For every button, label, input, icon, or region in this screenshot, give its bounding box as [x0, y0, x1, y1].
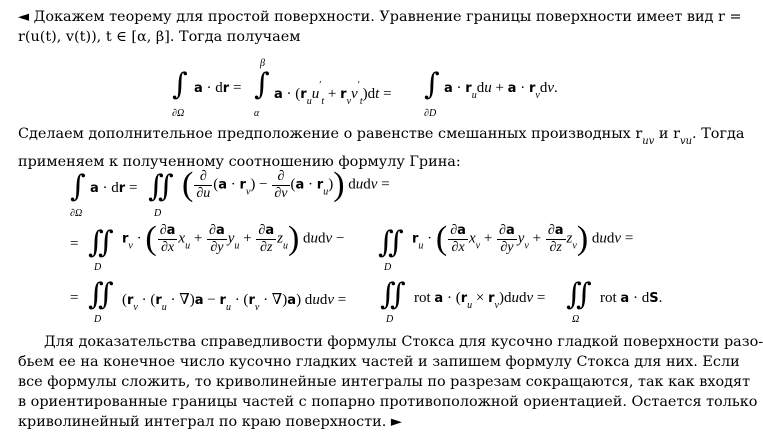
integral-lower-limit: ∂D [424, 108, 437, 119]
integral-lower-limit: ∂Ω [172, 108, 185, 119]
eq2-line1-body: ( $\frac{\partial}{\partial u}$ $(a \cdot r_v)$ − $\frac{\partial}{\partial v}$ $(a \cdot r_u)$) dudv = [182, 166, 390, 203]
integral-lower-limit: D [94, 314, 102, 325]
equation-green-line-1 [70, 168, 630, 222]
eq2-line2-body-2: $r_u$ · ( $\frac{\partial a}{\partial x}$ $x_v$ + $\frac{\partial a}{\partial y}$ $y_v$ + $\frac{\partial a}{\partial z}$ $z_v$) dudv = [412, 220, 634, 257]
integral-lower-limit: ∂Ω [70, 208, 83, 219]
intro-line-2: r(u(t), v(t)), t ∈ [α, β]. Тогда получаем [18, 29, 301, 45]
double-integral-sign: ∬ [148, 169, 174, 204]
double-integral-sign: ∬ [88, 277, 114, 312]
eq2-lhs: a · dr = [90, 180, 138, 196]
integral-lower-limit: D [94, 262, 102, 273]
piecewise-line-5: криволинейный интеграл по краю поверхности. ► [18, 414, 402, 430]
piecewise-line-4: в ориентированные границы частей с попарно противоположной ориентацией. Остается только [18, 394, 758, 410]
double-integral-sign: ∬ [378, 225, 404, 260]
eq1-middle: $a \cdot (r_uu'_t + r_vv'_t)dt$ = [274, 80, 392, 107]
integral-sign: ∫ [70, 169, 86, 204]
integral-lower-limit: D [384, 262, 392, 273]
double-integral-sign: ∬ [88, 225, 114, 260]
eq2-line3-body-3: rot a · dS. [600, 290, 663, 306]
integral-lower-limit: D [154, 208, 162, 219]
piecewise-paragraph [18, 332, 763, 432]
eq2-line3-body: $(r_v \cdot (r_u \cdot \nabla)a - r_u \cdot (r_v \cdot \nabla)a)$ dudv = [122, 292, 347, 313]
intro-paragraph [18, 7, 742, 47]
equation-green-line-3: = ∬ D $(r_v \cdot (r_u \cdot \nabla)a - r_u \cdot (r_v \cdot \nabla)a)$ dudv = ∬ D rot $a \cdot (r_u$ × $r_v)dudv$ = ∬ Ω rot a · dS. [70, 277, 663, 325]
eq2-line2-body: $r_v$ · ( $\frac{\partial a}{\partial x}$ $x_u$ + $\frac{\partial a}{\partial y}$ $y_u$ + $\frac{\partial a}{\partial z}$ $z_u$) dudv − [122, 220, 345, 257]
green-line-2: применяем к полученному соотношению формулу Грина: [18, 154, 461, 170]
eq1-rhs: $a \cdot r_udu + a \cdot r_vdv$. [444, 80, 558, 101]
integral-lower-limit: α [254, 108, 260, 119]
intro-line-1: ◄ Докажем теорему для простой поверхности. Уравнение границы поверхности имеет вид r = [18, 9, 742, 25]
integral-sign: ∫ [424, 67, 440, 102]
eq2-line3-body-2: rot $a \cdot (r_u$ × $r_v)dudv$ = [414, 290, 546, 311]
eq1-lhs: a · dr = [194, 80, 242, 96]
equation-boundary-integral [172, 58, 572, 120]
equation-green-line-2: = ∬ D $r_v$ · ( $\frac{\partial a}{\partial x}$ $x_u$ + $\frac{\partial a}{\partial y}$ $y_u$ + $\frac{\partial a}{\partial z}$ $z_u$) dudv − ∬ D $r_u$ · ( $\frac{\partial a}{\partial x}$ $x_v$ + $\frac{\partial a}{\partial y}$ $y_v$ + $\frac{\partial a}{\partial z}$ $z_v$) dudv = [70, 220, 634, 273]
piecewise-line-1: Для доказательства справедливости формулы Стокса для кусочно гладкой поверхности разо- [44, 334, 763, 350]
piecewise-line-3: все формулы сложить, то криволинейные интегралы по разрезам сокращаются, так как входят [18, 374, 751, 390]
piecewise-line-2: бьем ее на конечное число кусочно гладких частей и запишем формулу Стокса для них. Если [18, 354, 740, 370]
integral-upper-limit: β [260, 58, 265, 69]
integral-sign: ∫ [254, 67, 270, 102]
integral-lower-limit: Ω [572, 314, 580, 325]
double-integral-sign: ∬ [566, 277, 592, 312]
green-paragraph [18, 124, 745, 172]
integral-sign: ∫ [172, 67, 188, 102]
green-line-1: Сделаем дополнительное предположение о равенстве смешанных производных $r_{uv}$ и $r_{vu}$. Тогда [18, 126, 745, 147]
double-integral-sign: ∬ [380, 277, 406, 312]
integral-lower-limit: D [386, 314, 394, 325]
